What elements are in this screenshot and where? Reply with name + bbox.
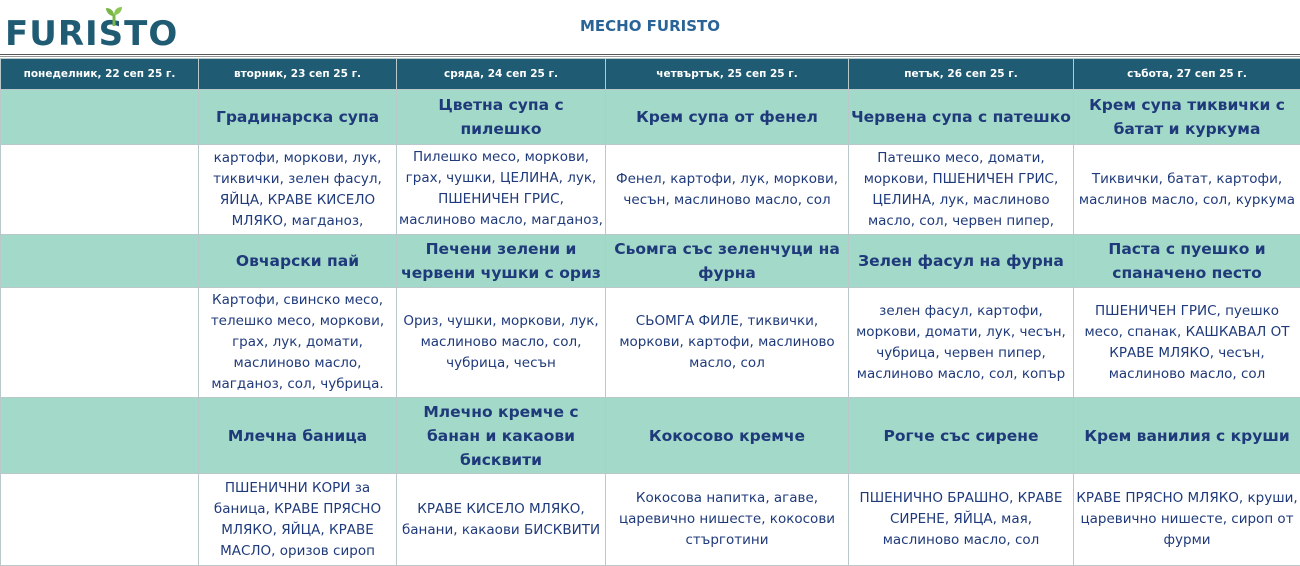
dish-name: Червена супа с патешко xyxy=(849,90,1074,145)
dish-name: Крем супа от фенел xyxy=(606,90,849,145)
day-header: петък, 26 сеп 25 г. xyxy=(849,59,1074,90)
ingredients-text: Патешко месо, домати, моркови, ПШЕНИЧЕН ГРИС, ЦЕЛИНА, лук, маслиново масло, сол, червен пипер, xyxy=(851,148,1071,232)
dish-row xyxy=(1,90,1300,145)
ingredients-text: Картофи, свинско месо, телешко месо, моркови, грах, лук, домати, маслиново масло, магданоз, сол, чубрица. xyxy=(201,290,394,395)
dish-name: Крем ванилия с круши xyxy=(1074,398,1300,474)
ingredients xyxy=(1,474,199,566)
ingredients xyxy=(849,474,1074,566)
ingredients-row xyxy=(1,145,1300,235)
dish-row xyxy=(1,398,1300,474)
dish-name xyxy=(1,90,199,145)
ingredients xyxy=(849,288,1074,398)
ingredients-text: ПШЕНИЧНИ КОРИ за баница, КРАВЕ ПРЯСНО МЛЯКО, ЯЙЦА, КРАВЕ МАСЛО, оризов сироп xyxy=(201,478,394,562)
ingredients-text: Тиквички, батат, картофи, маслинов масло, сол, куркума xyxy=(1076,169,1298,211)
page-title: МЕСНО FURISTO xyxy=(0,17,1300,35)
header-divider xyxy=(0,54,1300,55)
day-header: сряда, 24 сеп 25 г. xyxy=(397,59,606,90)
dish-name: Крем супа тиквички с батат и куркума xyxy=(1074,90,1300,145)
dish-name xyxy=(1,398,199,474)
ingredients-text: ПШЕНИЧЕН ГРИС, пуешко месо, спанак, КАШКАВАЛ ОТ КРАВЕ МЛЯКО, чесън, маслиново масло, сол xyxy=(1076,301,1298,385)
menu-table xyxy=(0,58,1300,566)
dish-name: Млечна баница xyxy=(199,398,397,474)
ingredients-row xyxy=(1,288,1300,398)
ingredients-text: Пилешко месо, моркови, грах, чушки, ЦЕЛИНА, лук, ПШЕНИЧЕН ГРИС, маслиново масло, магданоз, xyxy=(399,147,603,233)
ingredients xyxy=(1074,288,1300,398)
header-divider-thin xyxy=(0,56,1300,57)
dish-name: Кокосово кремче xyxy=(606,398,849,474)
ingredients xyxy=(1,145,199,235)
dish-name: Сьомга със зеленчуци на фурна xyxy=(606,235,849,288)
ingredients xyxy=(606,145,849,235)
day-header: четвъртък, 25 сеп 25 г. xyxy=(606,59,849,90)
ingredients-text: СЬОМГА ФИЛЕ, тиквички, моркови, картофи, маслиново масло, сол xyxy=(608,311,846,374)
logo-text: FURISTO xyxy=(5,14,178,54)
ingredients-text: Кокосова напитка, агаве, царевично нишесте, кокосови стърготини xyxy=(608,488,846,551)
ingredients-text: картофи, моркови, лук, тиквички, зелен фасул, ЯЙЦА, КРАВЕ КИСЕЛО МЛЯКО, магданоз, xyxy=(201,148,394,232)
ingredients-text: Ориз, чушки, моркови, лук, маслиново масло, сол, чубрица, чесън xyxy=(399,311,603,374)
ingredients-row xyxy=(1,474,1300,566)
dish-name: Паста с пуешко и спаначено песто xyxy=(1074,235,1300,288)
dish-name: Цветна супа с пилешко xyxy=(397,90,606,145)
ingredients-text: зелен фасул, картофи, моркови, домати, лук, чесън, чубрица, червен пипер, маслиново масло, сол, копър xyxy=(851,301,1071,385)
ingredients xyxy=(1074,474,1300,566)
dish-row xyxy=(1,235,1300,288)
day-header: събота, 27 сеп 25 г. xyxy=(1074,59,1300,90)
dish-name: Печени зелени и червени чушки с ориз xyxy=(397,235,606,288)
ingredients xyxy=(1074,145,1300,235)
ingredients xyxy=(849,145,1074,235)
dish-name: Млечно кремче с банан и какаови бисквити xyxy=(397,398,606,474)
ingredients-text: КРАВЕ ПРЯСНО МЛЯКО, круши, царевично нишесте, сироп от фурми xyxy=(1076,488,1298,551)
ingredients xyxy=(199,288,397,398)
ingredients xyxy=(397,145,606,235)
ingredients xyxy=(397,288,606,398)
dish-name: Градинарска супа xyxy=(199,90,397,145)
day-header: вторник, 23 сеп 25 г. xyxy=(199,59,397,90)
header-bar xyxy=(0,0,1300,58)
ingredients xyxy=(1,288,199,398)
ingredients-text: ПШЕНИЧНО БРАШНО, КРАВЕ СИРЕНЕ, ЯЙЦА, мая, маслиново масло, сол xyxy=(851,488,1071,551)
dish-name xyxy=(1,235,199,288)
ingredients xyxy=(199,474,397,566)
ingredients-text: КРАВЕ КИСЕЛО МЛЯКО, банани, какаови БИСКВИТИ xyxy=(399,499,603,541)
dish-name: Овчарски пай xyxy=(199,235,397,288)
dish-name: Зелен фасул на фурна xyxy=(849,235,1074,288)
day-header: понеделник, 22 сеп 25 г. xyxy=(1,59,199,90)
ingredients xyxy=(606,474,849,566)
ingredients-text: Фенел, картофи, лук, моркови, чесън, маслиново масло, сол xyxy=(608,169,846,211)
ingredients xyxy=(199,145,397,235)
dish-name: Рогче със сирене xyxy=(849,398,1074,474)
ingredients xyxy=(397,474,606,566)
days-header-row xyxy=(1,59,1300,90)
ingredients xyxy=(606,288,849,398)
